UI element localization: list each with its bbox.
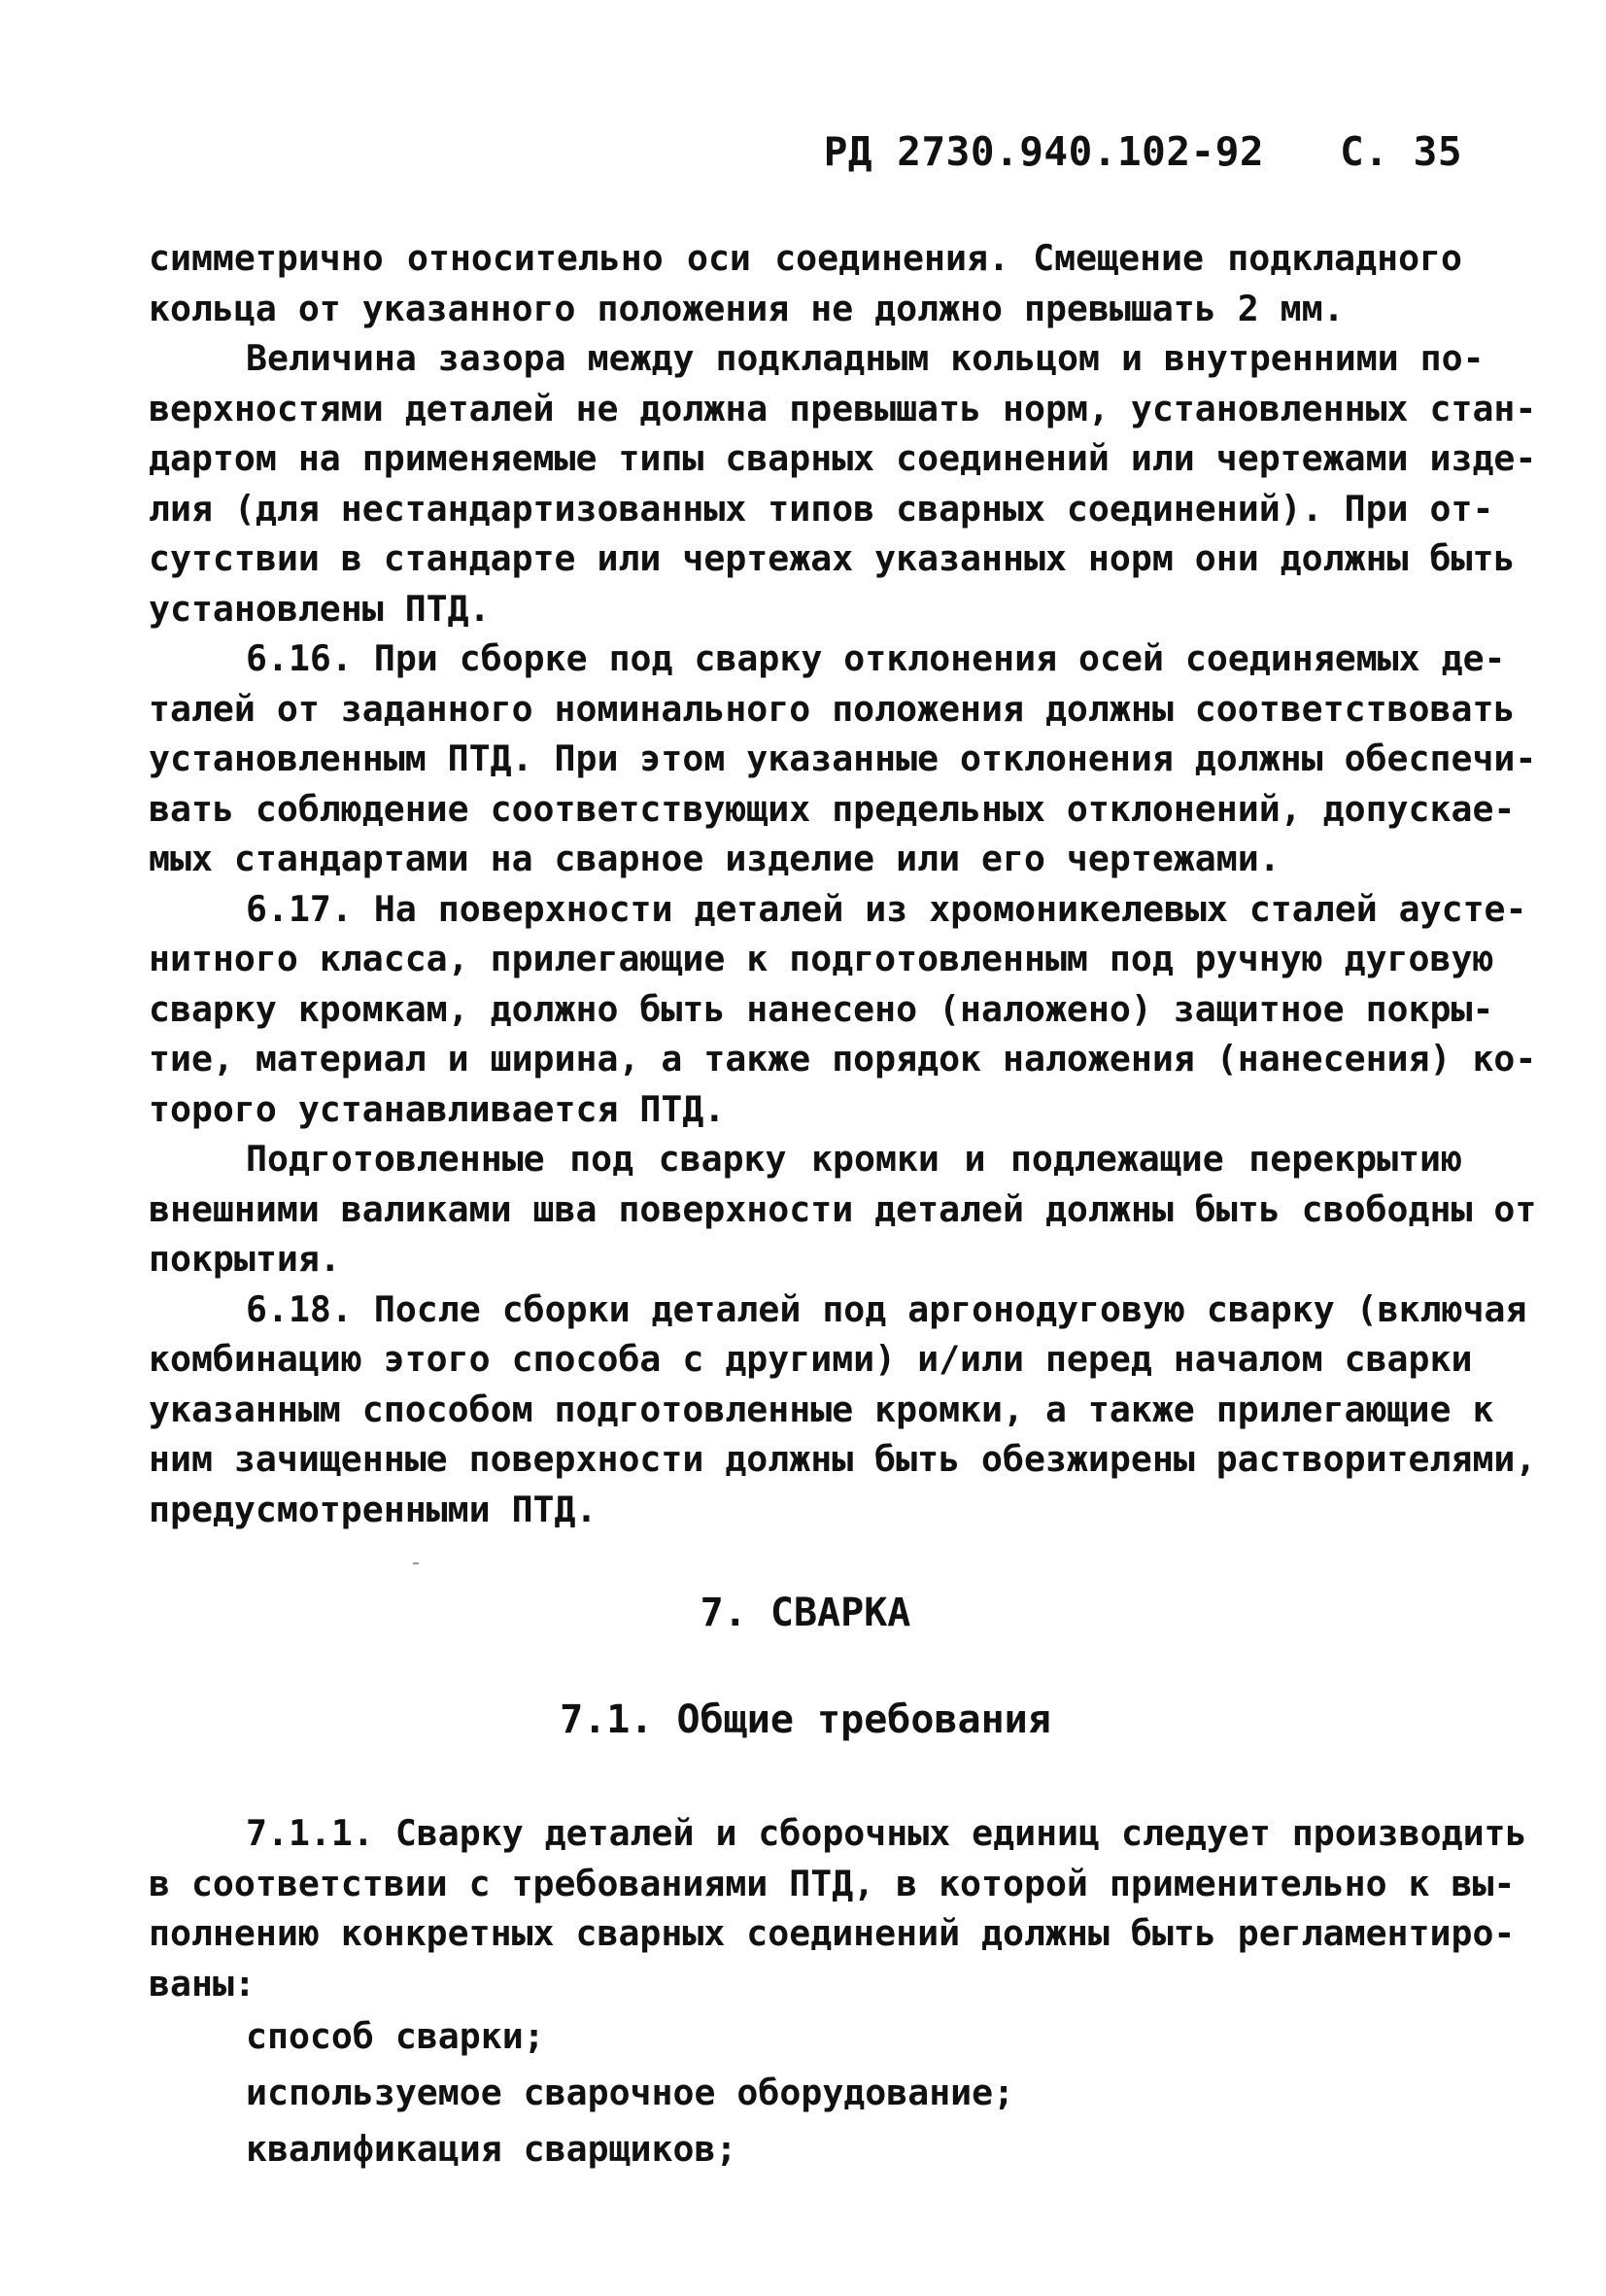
document-page (149, 0, 1537, 2296)
text-line: кольца от указанного положения не должно превышать 2 мм. (149, 287, 1345, 329)
list-item: используемое сварочное оборудование; (246, 2072, 1015, 2113)
text-line: внешними валиками шва поверхности деталей должны быть свободны от (149, 1187, 1537, 1230)
text-line: ваны: (149, 1962, 256, 2005)
text-line: полнению конкретных сварных соединений должны быть регламентиро- (149, 1912, 1516, 1954)
text-line: лия (для нестандартизованных типов сварных соединений). При от- (149, 487, 1494, 530)
text-line: указанным способом подготовленные кромки, а также прилегающие к (149, 1388, 1494, 1430)
spacer (149, 1534, 1462, 1585)
text-line: мых стандартами на сварное изделие или его чертежами. (149, 838, 1281, 879)
spacer (149, 1641, 1462, 1692)
text-line: ним зачищенные поверхности должны быть обезжирены растворителями, (149, 1438, 1537, 1480)
paragraph-coating-free (149, 1134, 1537, 1285)
text-line: 6.18. После сборки деталей под аргонодуговую сварку (включая (246, 1287, 1527, 1330)
paragraph-continuation (149, 233, 1462, 333)
text-line: Величина зазора между подкладным кольцом и внутренними по- (246, 337, 1485, 379)
document-body (149, 233, 1537, 2177)
text-line: сутствии в стандарте или чертежах указанных норм они должны быть (149, 537, 1516, 579)
text-line: 6.16. При сборке под сварку отклонения осей соединяемых де- (246, 637, 1506, 679)
text-line: вать соблюдение соответствующих предельных отклонений, допускае- (149, 787, 1516, 830)
text-line: торого устанавливается ПТД. (149, 1087, 726, 1130)
document-number: РД 2730.940.102-92 (823, 128, 1265, 175)
text-line: нитного класса, прилегающие к подготовленным под ручную дуговую (149, 938, 1494, 979)
list-item: квалификация сварщиков; (246, 2128, 737, 2170)
requirements-list (149, 2008, 1462, 2177)
section-heading: 7. СВАРКА (700, 1591, 911, 1635)
text-line: талей от заданного номинального положения должны соответствовать (149, 687, 1516, 730)
text-line: сварку кромкам, должно быть нанесено (наложено) защитное покры- (149, 987, 1494, 1030)
text-line: тие, материал и ширина, а также порядок наложения (нанесения) ко- (149, 1038, 1537, 1079)
page-header (824, 128, 1462, 175)
scan-speck (413, 1562, 419, 1564)
text-line: Подготовленные под сварку кромки и подлежащие перекрытию (246, 1138, 1462, 1180)
text-line: комбинацию этого способа с другими) и/или перед началом сварки (149, 1338, 1473, 1380)
paragraph-6-17 (149, 884, 1537, 1135)
text-line: в соответствии с требованиями ПТД, в которой применительно к вы- (149, 1862, 1516, 1904)
text-line: верхностями деталей не должна превышать норм, установленных стан- (149, 387, 1537, 429)
text-line: предусмотренными ПТД. (149, 1488, 598, 1530)
paragraph-7-1-1 (149, 1808, 1527, 2008)
page-number: С. 35 (1340, 128, 1462, 175)
paragraph-6-16 (149, 634, 1537, 884)
text-line: покрытия. (149, 1238, 341, 1280)
paragraph-gap-norms (149, 333, 1537, 634)
list-item: способ сварки; (246, 2015, 545, 2057)
text-line: установлены ПТД. (149, 587, 491, 630)
text-line: симметрично относительно оси соединения. Смещение подкладного (149, 237, 1462, 279)
text-line: 6.17. На поверхности деталей из хромоникелевых сталей аусте- (246, 887, 1527, 930)
subsection-heading: 7.1. Общие требования (560, 1697, 1051, 1742)
spacer (149, 1748, 1462, 1808)
text-line: дартом на применяемые типы сварных соединений или чертежами изде- (149, 437, 1537, 479)
text-line: 7.1.1. Сварку деталей и сборочных единиц следует производить (246, 1812, 1527, 1854)
paragraph-6-18 (149, 1285, 1537, 1535)
text-line: установленным ПТД. При этом указанные отклонения должны обеспечи- (149, 737, 1537, 779)
